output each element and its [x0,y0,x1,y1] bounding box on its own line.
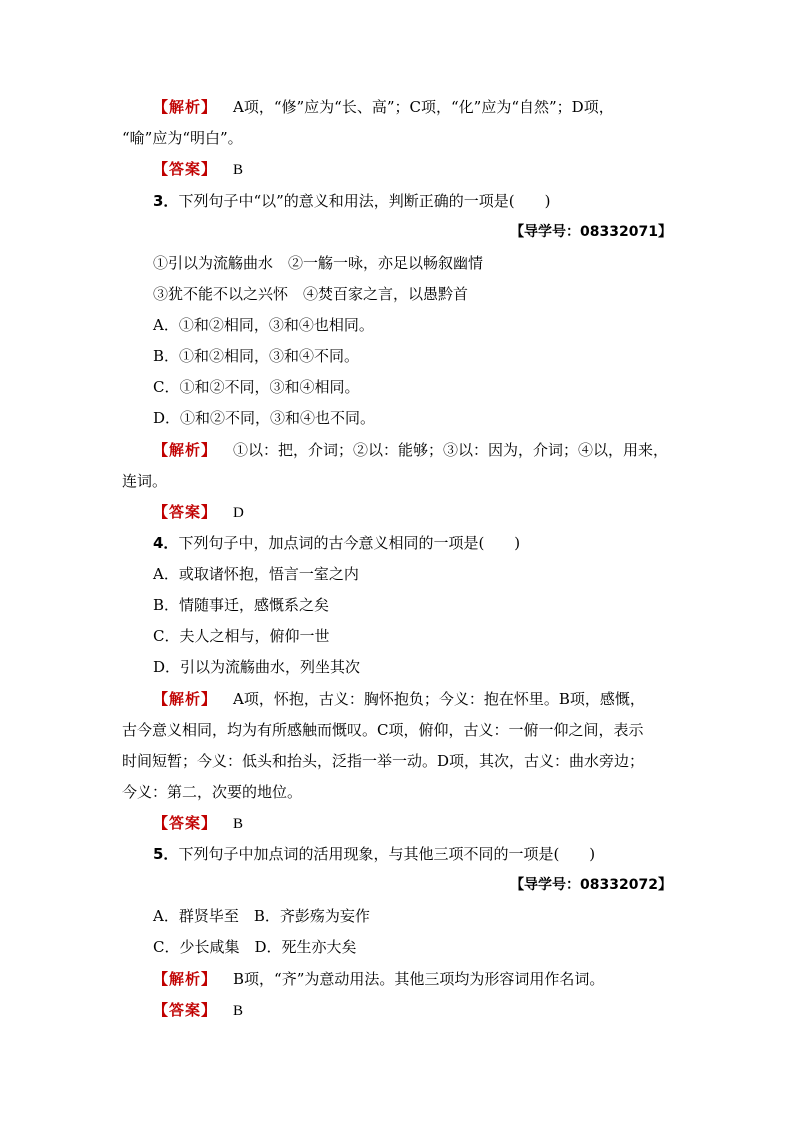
q3-analysis-line-2: 连词。 [122,472,168,490]
q4-analysis-line-3: 时间短暂；今义：低头和抬头，泛指一举一动。D项，其次，古义：曲水旁边； [122,752,645,770]
prev-answer-line [153,158,713,180]
answer-label: 【答案】 [153,814,218,832]
q3-analysis-line-1 [153,439,713,461]
q5-stem [153,843,713,865]
q4-number: 4． [153,534,179,552]
answer-label: 【答案】 [153,1001,218,1019]
q5-guide-number: 【导学号：08332072】 [510,877,672,893]
q5-answer-value: B [233,1003,244,1019]
q4-option-c: C．夫人之相与，俯仰一世 [153,627,330,645]
q3-option-c: C．①和②不同，③和④相同。 [153,378,360,396]
q5-stem-text: 下列句子中加点词的活用现象，与其他三项不同的一项是( ) [178,845,596,863]
q3-stem [153,190,713,212]
q3-sentences-line-1: ①引以为流觞曲水 ②一觞一咏，亦足以畅叙幽情 [153,254,484,272]
prev-analysis-line-1 [153,96,713,118]
q4-option-b: B．情随事迁，感慨系之矣 [153,596,330,614]
q3-number: 3． [153,192,179,210]
q4-stem [153,532,713,554]
q5-analysis-line-1 [153,968,713,990]
q5-options-line-1: A．群贤毕至 B．齐彭殇为妄作 [153,907,370,925]
q5-options-line-2: C．少长咸集 D．死生亦大矣 [153,938,357,956]
prev-analysis-text-1: A项，“修”应为“长、高”；C项，“化”应为“自然”；D项， [233,98,614,116]
q3-guide-number: 【导学号：08332071】 [510,224,672,240]
q3-sentences-line-2: ③犹不能不以之兴怀 ④焚百家之言，以愚黔首 [153,285,469,303]
analysis-label: 【解析】 [153,970,218,988]
q3-option-d: D．①和②不同，③和④也不同。 [153,409,376,427]
analysis-label: 【解析】 [153,98,218,116]
q4-analysis-line-1 [153,688,713,710]
q4-analysis-line-2: 古今意义相同，均为有所感触而慨叹。C项，俯仰，古义：一俯一仰之间，表示 [122,721,644,739]
q3-option-a: A．①和②相同，③和④也相同。 [153,316,374,334]
q4-analysis-text-1: A项，怀抱，古义：胸怀抱负；今义：抱在怀里。B项，感慨， [233,690,645,708]
q3-answer-value: D [233,505,244,521]
q4-analysis-line-4: 今义：第二，次要的地位。 [122,783,303,801]
q4-option-d: D．引以为流觞曲水，列坐其次 [153,658,361,676]
q5-answer-line [153,999,713,1021]
answer-label: 【答案】 [153,503,218,521]
answer-label: 【答案】 [153,160,218,178]
prev-analysis-line-2: “喻”应为“明白”。 [122,129,243,147]
q4-answer-value: B [233,816,244,832]
analysis-label: 【解析】 [153,690,218,708]
analysis-label: 【解析】 [153,441,218,459]
q4-stem-text: 下列句子中，加点词的古今意义相同的一项是( ) [178,534,521,552]
q5-analysis-text-1: B项，“齐”为意动用法。其他三项均为形容词用作名词。 [233,970,605,988]
q4-option-a: A．或取诸怀抱，悟言一室之内 [153,565,359,583]
q5-number: 5． [153,845,179,863]
q3-answer-line [153,501,713,523]
q3-analysis-text-1: ①以：把，介词；②以：能够；③以：因为，介词；④以，用来， [233,441,669,459]
q3-option-b: B．①和②相同，③和④不同。 [153,347,360,365]
q3-stem-text: 下列句子中“以”的意义和用法，判断正确的一项是( ) [178,192,551,210]
q4-answer-line [153,812,713,834]
prev-answer-value: B [233,162,244,178]
